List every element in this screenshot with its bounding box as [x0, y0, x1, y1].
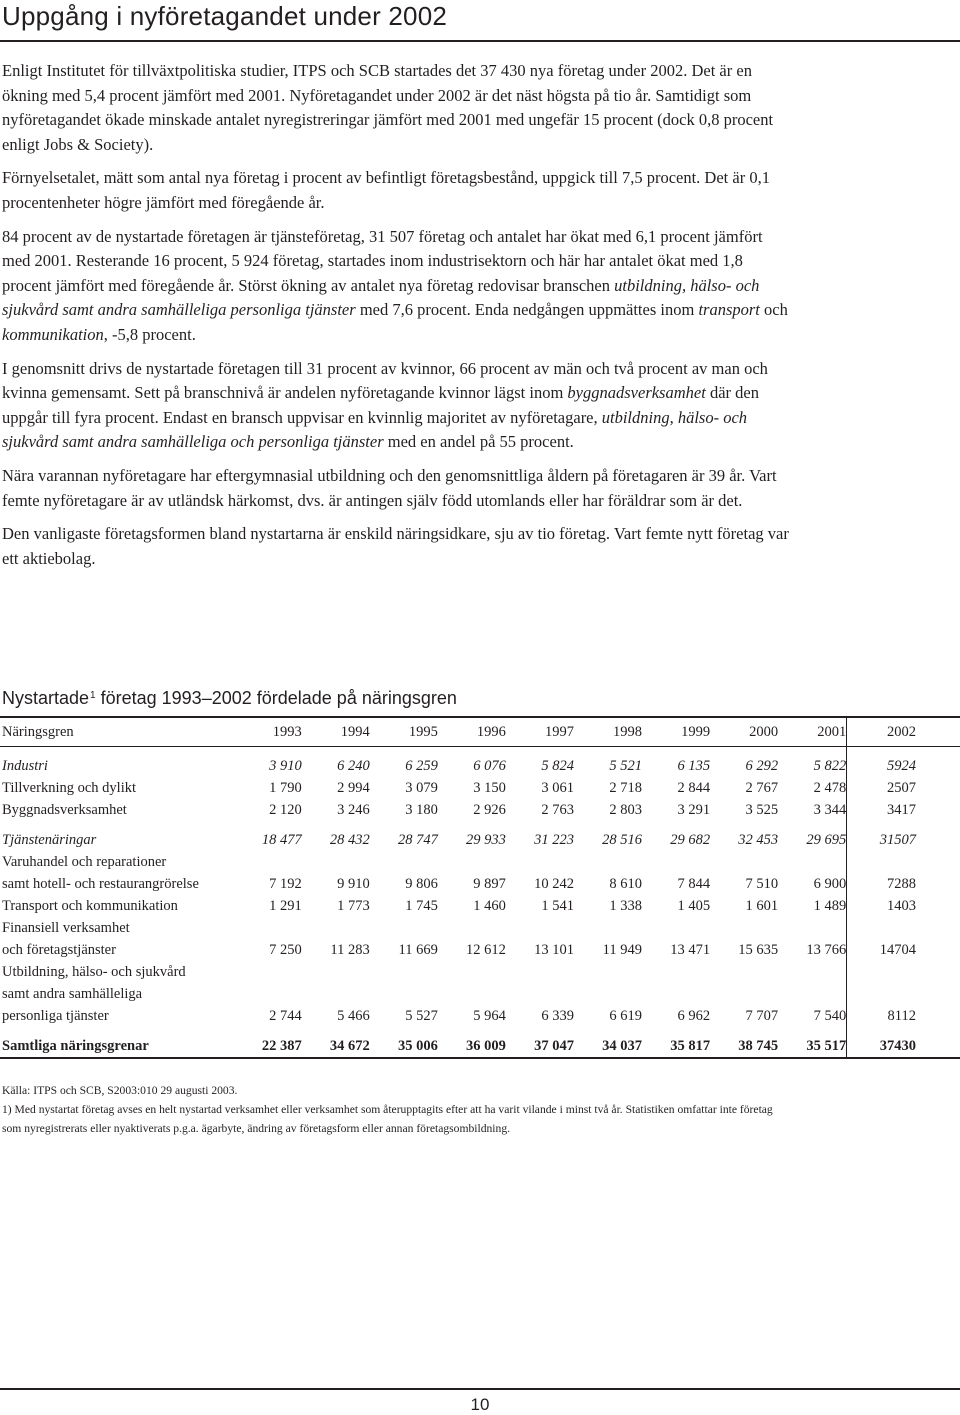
column-header-label: Näringsgren — [2, 724, 74, 740]
table-cell: 13 101 — [534, 942, 574, 958]
table-cell: 3 079 — [405, 780, 438, 796]
table-cell: 5 521 — [609, 758, 643, 774]
text-run: Förnyelsetalet, mätt som antal nya företag i procent av befintligt företagsbestånd, uppgick till 7,5 procent. Det är 0,1 procentenheter högre jämfört med föregående år. — [2, 168, 770, 212]
table-cell: 1 338 — [609, 898, 643, 914]
row-label — [0, 777, 234, 799]
table-cell: 31507 — [847, 821, 960, 851]
column-header-year: 1998 — [613, 724, 643, 740]
table-row — [0, 799, 960, 821]
row-label-line: Utbildning, hälso- och sjukvård — [2, 964, 186, 980]
table-cell: 28 516 — [602, 832, 643, 848]
table-title — [2, 684, 457, 710]
italic-text: utbildning, hälso- och sjukvård samt andra samhälleliga och personliga tjänster — [2, 407, 748, 452]
paragraph — [2, 59, 792, 157]
table-title-word: Nystartade — [2, 688, 90, 708]
row-label-line: och företagstjänster — [2, 942, 116, 958]
table-cell: 1 489 — [813, 898, 847, 914]
total-label — [0, 1027, 234, 1058]
table-total-row — [0, 1027, 960, 1058]
text-run: I genomsnitt drivs de nystartade företagen till 31 procent av kvinnor, 66 procent av män och två procent av man och kvinna gemensamt. Sett på branschnivå är andelen nyföretagande kvinnor lägst inom — [2, 358, 768, 403]
table-cell: 5 964 — [473, 1008, 506, 1024]
column-header-year: 2000 — [749, 724, 779, 740]
table-cell: 28 747 — [397, 832, 438, 848]
table-cell: 3 246 — [337, 802, 370, 818]
table-cell: 2507 — [847, 777, 960, 799]
table-cell: 9 910 — [337, 876, 370, 892]
table-cell: 9 897 — [473, 876, 506, 892]
table-cell: 1 460 — [473, 898, 506, 914]
table-title-footnote-marker: 1 — [90, 690, 96, 701]
table-cell: 2 994 — [337, 780, 370, 796]
total-value: 35 817 — [670, 1038, 711, 1054]
table-cell: 32 453 — [738, 832, 779, 848]
total-value: 37430 — [879, 1038, 916, 1054]
total-cell — [847, 1027, 960, 1058]
table-cell: 13 471 — [670, 942, 711, 958]
table-cell: 5 527 — [405, 1008, 438, 1024]
table-cell: 2 478 — [813, 780, 847, 796]
row-label-line: Transport och kommunikation — [2, 898, 178, 914]
footnote-line-1: 1) Med nystartat företag avses en helt nystartad verksamhet eller verksamhet som återupptagits efter att ha varit vilande i minst två år. Statistiken omfattar inte företag — [2, 1103, 773, 1116]
table-cell: 14704 — [847, 917, 960, 961]
total-cell — [370, 1027, 438, 1058]
table-cell: 3 150 — [473, 780, 506, 796]
data-table — [0, 716, 960, 1059]
table-cell: 7288 — [847, 851, 960, 895]
footnote-line-2: som nyregistrerats eller nyaktiverats p.g.a. ägarbyte, ändring av företagsform eller annan företagsombildning. — [2, 1122, 511, 1135]
row-label-line: samt andra samhälleliga — [2, 986, 143, 1002]
table-row — [0, 917, 960, 961]
row-label — [0, 747, 234, 778]
text-run: Den vanligaste företagsformen bland nystartarna är enskild näringsidkare, sju av tio företag. Vart femte nytt företag var ett aktiebolag. — [2, 524, 789, 568]
text-run: 84 procent av de nystartade företagen är tjänsteföretag, 31 507 företag och antalet har ökat med 6,1 procent jämfört med 2001. Resterande 16 procent, 5 924 företag, startades inom industrisektorn och här har antalet ökat med 1,8 procent jämfört med föregående år. Störst ökning av antalet nya företag redovisar branschen — [2, 226, 763, 295]
table-cell: 1 601 — [745, 898, 779, 914]
row-label — [0, 961, 234, 1027]
title-rule — [0, 40, 960, 42]
table-cell: 2 718 — [609, 780, 643, 796]
total-cell — [574, 1027, 642, 1058]
table-cell: 8 610 — [609, 876, 643, 892]
table-cell: 1403 — [847, 895, 960, 917]
row-label — [0, 851, 234, 895]
table-cell: 1 291 — [269, 898, 302, 914]
row-label — [0, 799, 234, 821]
total-cell — [302, 1027, 370, 1058]
table-cell: 3 910 — [269, 758, 302, 774]
column-header-year: 2002 — [847, 717, 960, 747]
text-run: med 7,6 procent. Enda nedgången uppmättes inom — [355, 300, 699, 320]
column-header-year: 1996 — [476, 724, 506, 740]
table-cell: 31 223 — [534, 832, 574, 848]
table-cell: 2 767 — [745, 780, 779, 796]
column-header-year: 1994 — [340, 724, 370, 740]
total-cell — [642, 1027, 710, 1058]
table-cell: 1 790 — [269, 780, 302, 796]
row-label — [0, 895, 234, 917]
row-label-line: Finansiell verksamhet — [2, 920, 130, 936]
paragraph — [2, 225, 792, 348]
table-cell: 7 844 — [677, 876, 711, 892]
table-row — [0, 821, 960, 851]
table-cell: 2 744 — [269, 1008, 302, 1024]
table-cell: 5 822 — [813, 758, 847, 774]
table-cell: 2 120 — [269, 802, 302, 818]
total-value: 22 387 — [261, 1038, 302, 1054]
table-cell: 1 773 — [337, 898, 370, 914]
row-label-line: Tillverkning och dylikt — [2, 780, 136, 796]
row-label-line: personliga tjänster — [2, 1008, 109, 1024]
table-cell: 3 344 — [813, 802, 847, 818]
table-row — [0, 747, 960, 778]
paragraph — [2, 357, 792, 455]
table-cell: 13 766 — [806, 942, 847, 958]
table-cell: 28 432 — [329, 832, 370, 848]
table-cell: 7 510 — [745, 876, 779, 892]
table-cell: 1 745 — [405, 898, 438, 914]
row-label-line: Byggnadsverksamhet — [2, 802, 127, 818]
row-label — [0, 917, 234, 961]
table-cell: 29 933 — [466, 832, 506, 848]
text-run: där den uppgår till fyra procent. Endast en bransch uppvisar en kvinnlig majoritet av nyföretagare, — [2, 383, 759, 427]
table-cell: 29 682 — [670, 832, 711, 848]
table-cell: 11 283 — [330, 942, 370, 958]
paragraph — [2, 166, 792, 215]
row-label-line: Industri — [2, 758, 48, 774]
row-label-line: Tjänstenäringar — [2, 832, 97, 848]
table-row — [0, 895, 960, 917]
table-cell: 6 292 — [745, 758, 779, 774]
table-cell: 10 242 — [534, 876, 574, 892]
table-cell: 7 192 — [269, 876, 302, 892]
table-cell: 3 525 — [745, 802, 779, 818]
column-header-year: 2001 — [817, 724, 847, 740]
table-row — [0, 777, 960, 799]
column-header-year: 1997 — [544, 724, 574, 740]
table-cell: 29 695 — [806, 832, 847, 848]
total-cell — [234, 1027, 302, 1058]
table-cell: 18 477 — [261, 832, 302, 848]
column-header-year: 1993 — [272, 724, 302, 740]
total-cell — [710, 1027, 778, 1058]
table-cell: 11 949 — [602, 942, 643, 958]
table-cell: 2 803 — [609, 802, 643, 818]
italic-text: kommunikation — [2, 324, 104, 344]
row-label — [0, 821, 234, 851]
table-cell: 9 806 — [405, 876, 438, 892]
table-cell: 6 962 — [677, 1008, 711, 1024]
table-cell: 6 619 — [609, 1008, 643, 1024]
paragraph — [2, 464, 792, 513]
body-text — [2, 59, 792, 580]
source-note: Källa: ITPS och SCB, S2003:010 29 augusti 2003. — [2, 1084, 238, 1097]
total-value: 34 037 — [602, 1038, 643, 1054]
table-cell: 7 250 — [269, 942, 302, 958]
text-run: med en andel på 55 procent. — [383, 432, 574, 452]
total-label-text: Samtliga näringsgrenar — [2, 1038, 149, 1054]
table-cell: 6 900 — [813, 876, 847, 892]
column-header-year: 1995 — [408, 724, 438, 740]
table-cell: 6 339 — [541, 1008, 574, 1024]
text-run: och — [759, 300, 788, 320]
footnote — [2, 1100, 960, 1138]
table-cell: 3 061 — [541, 780, 574, 796]
table-cell: 7 707 — [745, 1008, 779, 1024]
page-title: Uppgång i nyföretagandet under 2002 — [2, 1, 448, 31]
total-value: 35 517 — [806, 1038, 847, 1054]
table-cell: 6 259 — [405, 758, 438, 774]
table-header-row — [0, 717, 960, 747]
total-value: 35 006 — [397, 1038, 438, 1054]
table-cell: 2 926 — [473, 802, 506, 818]
table-cell: 6 076 — [473, 758, 506, 774]
table-cell: 7 540 — [813, 1008, 847, 1024]
italic-text: utbildning, hälso- och sjukvård samt andra samhälleliga personliga tjänster — [2, 275, 760, 320]
table-cell: 12 612 — [466, 942, 506, 958]
table-title-rest: företag 1993–2002 fördelade på näringsgren — [95, 688, 457, 708]
table-cell: 5 824 — [541, 758, 574, 774]
table-row — [0, 851, 960, 895]
text-run: , -5,8 procent. — [103, 324, 196, 344]
table-cell: 2 763 — [541, 802, 574, 818]
table-cell: 15 635 — [738, 942, 779, 958]
italic-text: transport — [698, 300, 760, 320]
table-cell: 5924 — [847, 747, 960, 778]
paragraph — [2, 522, 792, 571]
total-cell — [438, 1027, 506, 1058]
table-cell: 3417 — [847, 799, 960, 821]
italic-text: byggnadsverksamhet — [567, 383, 706, 403]
table-notes — [2, 1081, 960, 1138]
table-cell: 2 844 — [677, 780, 711, 796]
table-cell: 1 541 — [541, 898, 574, 914]
total-cell — [506, 1027, 574, 1058]
table-cell: 6 135 — [677, 758, 711, 774]
table-cell: 5 466 — [337, 1008, 370, 1024]
table-cell: 3 291 — [677, 802, 711, 818]
text-run: Enligt Institutet för tillväxtpolitiska studier, ITPS och SCB startades det 37 430 nya företag under 2002. Det är en ökning med 5,4 procent jämfört med 2001. Nyföretagandet under 2002 är det näst högsta på tio år. Samtidigt som nyföretagandet ökade minskade antalet nyregistreringar jämfört med 2001 med ungefär 15 procent (dock 0,8 procent enligt Jobs & Society). — [2, 61, 774, 154]
page-number: 10 — [470, 1395, 490, 1414]
footer-rule — [0, 1388, 960, 1390]
table-cell: 3 180 — [405, 802, 438, 818]
table-cell: 6 240 — [337, 758, 370, 774]
table-cell: 1 405 — [677, 898, 711, 914]
column-header-year: 1999 — [681, 724, 711, 740]
row-label-line: Varuhandel och reparationer — [2, 854, 167, 870]
total-cell — [778, 1027, 847, 1058]
total-value: 38 745 — [738, 1038, 779, 1054]
total-value: 34 672 — [329, 1038, 370, 1054]
total-value: 36 009 — [466, 1038, 506, 1054]
text-run: Nära varannan nyföretagare har eftergymnasial utbildning och den genomsnittliga åldern på företagaren är 39 år. Vart femte nyföretagare är av utländsk härkomst, dvs. är antingen själv född utomlands eller har föräldrar som är det. — [2, 465, 777, 510]
table-cell: 8112 — [847, 961, 960, 1027]
table-row — [0, 961, 960, 1027]
total-value: 37 047 — [534, 1038, 574, 1054]
table-cell: 11 669 — [398, 942, 438, 958]
row-label-line: samt hotell- och restaurangrörelse — [2, 876, 199, 892]
